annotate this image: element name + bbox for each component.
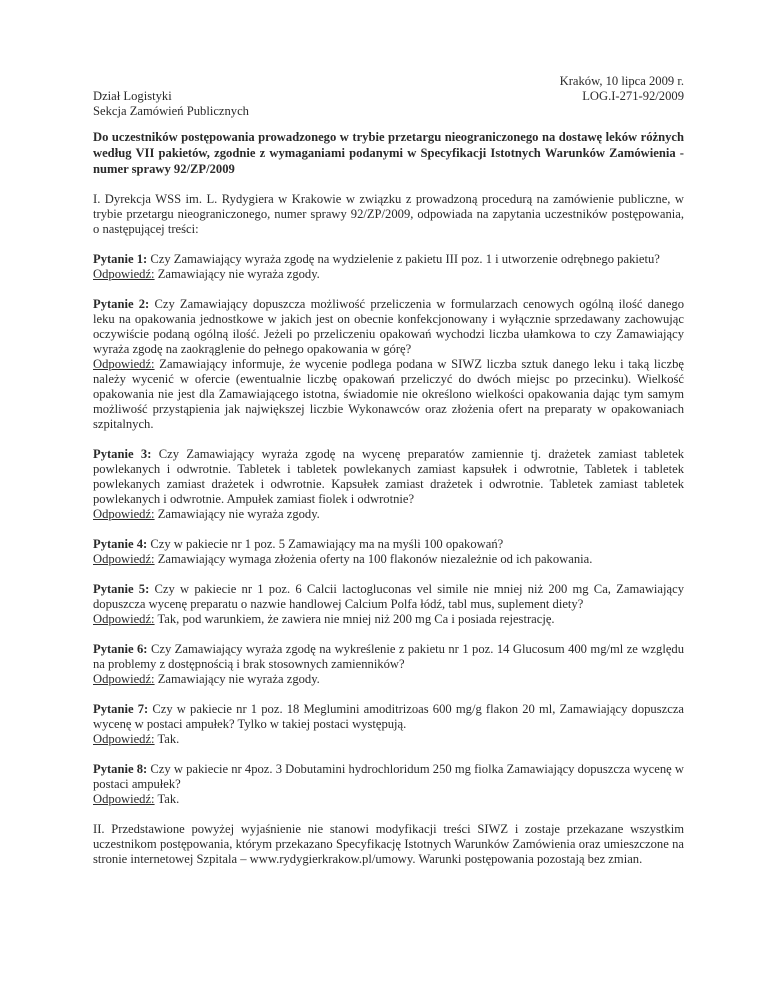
answer-5-label: Odpowiedź: xyxy=(93,612,155,627)
answer-4-label: Odpowiedź: xyxy=(93,552,155,567)
question-4 xyxy=(93,537,684,552)
question-7-text: Czy w pakiecie nr 1 poz. 18 Meglumini amoditrizoas 600 mg/g flakon 20 ml, Zamawiający dopuszcza wycenę w postaci ampułek? Tylko w takiej postaci występują. xyxy=(93,702,684,732)
answer-7-text: Tak. xyxy=(154,732,180,747)
answer-4-text: Zamawiający wymaga złożenia oferty na 100 flakonów niezależnie od ich pakowania. xyxy=(154,552,593,567)
question-5-label: Pytanie 5: xyxy=(93,582,150,597)
qa-block-5 xyxy=(93,582,684,627)
answer-4 xyxy=(93,552,684,567)
question-1-label: Pytanie 1: xyxy=(93,252,148,267)
answer-3-text: Zamawiający nie wyraża zgody. xyxy=(154,507,320,522)
question-8 xyxy=(93,762,684,792)
answer-5-text: Tak, pod warunkiem, że zawiera nie mniej niż 200 mg Ca i posiada rejestrację. xyxy=(154,612,555,627)
question-2-label: Pytanie 2: xyxy=(93,297,150,312)
header-department: Dział Logistyki xyxy=(93,89,172,103)
answer-6 xyxy=(93,672,684,687)
answer-7-label: Odpowiedź: xyxy=(93,732,155,747)
question-7-label: Pytanie 7: xyxy=(93,702,149,717)
qa-block-2 xyxy=(93,297,684,432)
answer-8-text: Tak. xyxy=(154,792,180,807)
question-3 xyxy=(93,447,684,507)
answer-2-text: Zamawiający informuje, że wycenie podlega podana w SIWZ liczba sztuk danego leku i taką liczbę należy wycenić w ofercie (ewentualnie liczbę opakowań przeliczyć do dwóch miejsc po przecinku). Wielkość opakowania nie jest dla Zamawiającego istotna, świadomie nie określono wielkości opakowania dając tym samym możliwość przystąpienia jak największej liczbie Wykonawców oraz złożenia ofert na preparaty w opakowaniach szpitalnych. xyxy=(93,357,684,432)
answer-6-label: Odpowiedź: xyxy=(93,672,155,687)
qa-block-1 xyxy=(93,252,684,282)
qa-block-6 xyxy=(93,642,684,687)
question-6-text: Czy Zamawiający wyraża zgodę na wykreślenie z pakietu nr 1 poz. 14 Glucosum 400 mg/ml ze względu na problemy z dostępnością i brak stosownych zamienników? xyxy=(93,642,685,672)
question-8-text: Czy w pakiecie nr 4poz. 3 Dobutamini hydrochloridum 250 mg fiolka Zamawiający dopuszcza wycenę w postaci ampułek? xyxy=(93,762,684,792)
answer-2 xyxy=(93,357,684,432)
answer-2-label: Odpowiedź: xyxy=(93,357,155,372)
header-place-date: Kraków, 10 lipca 2009 r. xyxy=(559,74,684,88)
answer-1-text: Zamawiający nie wyraża zgody. xyxy=(154,267,320,282)
qa-block-3 xyxy=(93,447,684,522)
answer-3-label: Odpowiedź: xyxy=(93,507,155,522)
question-7 xyxy=(93,702,684,732)
qa-block-8 xyxy=(93,762,684,807)
header-row xyxy=(93,89,684,104)
answer-7 xyxy=(93,732,684,747)
question-3-label: Pytanie 3: xyxy=(93,447,152,462)
document-heading: Do uczestników postępowania prowadzonego w trybie przetargu nieograniczonego na dostawę leków różnych według VII pakietów, zgodnie z wymaganiami podanymi w Specyfikacji Istotnych Warunków Zamówienia - numer sprawy 92/ZP/2009 xyxy=(93,130,684,176)
question-4-label: Pytanie 4: xyxy=(93,537,148,552)
question-4-text: Czy w pakiecie nr 1 poz. 5 Zamawiający ma na myśli 100 opakowań? xyxy=(147,537,504,552)
question-2-text: Czy Zamawiający dopuszcza możliwość przeliczenia w formularzach cenowych ogólną ilość danego leku na opakowania jednostkowe w jakich jest on obecnie konfekcjonowany i wyłącznie sprzedawany zachowując oczywiście podaną ogólną ilość. Jeżeli po przeliczeniu opakowań wychodzi liczba ułamkowa to czy Zamawiający wyraża zgodę na zaokrąglenie do pełnego opakowania w górę? xyxy=(93,297,685,357)
qa-block-4 xyxy=(93,537,684,567)
question-3-text: Czy Zamawiający wyraża zgodę na wycenę preparatów zamiennie tj. drażetek zamiast tabletek powlekanych i odwrotnie. Tabletek i tabletek powlekanych zamiast kapsułek i odwrotnie, Tabletek i tabletek powlekanych zamiast drażetek i odwrotnie. Kapsułek zamiast drażetek i odwrotnie. Tabletek zamiast tabletek powlekanych i odwrotnie. Ampułek zamiast fiolek i odwrotnie? xyxy=(93,447,684,507)
qa-block-7 xyxy=(93,702,684,747)
question-1 xyxy=(93,252,684,267)
answer-8 xyxy=(93,792,684,807)
answer-1 xyxy=(93,267,684,282)
intro-paragraph: I. Dyrekcja WSS im. L. Rydygiera w Krakowie w związku z prowadzoną procedurą na zamówienie publiczne, w trybie przetargu nieograniczonego, numer sprawy 92/ZP/2009, odpowiada na zapytania uczestników postępowania, o następującej treści: xyxy=(93,192,684,237)
question-1-text: Czy Zamawiający wyraża zgodę na wydzielenie z pakietu III poz. 1 i utworzenie odrębnego pakietu? xyxy=(147,252,660,267)
closing-paragraph: II. Przedstawione powyżej wyjaśnienie nie stanowi modyfikacji treści SIWZ i zostaje przekazane wszystkim uczestnikom postępowania, którym przekazano Specyfikację Istotnych Warunków Zamówienia oraz umieszczone na stronie internetowej Szpitala – www.rydygierkrakow.pl/umowy. Warunki postępowania pozostają bez zmian. xyxy=(93,822,684,867)
answer-6-text: Zamawiający nie wyraża zgody. xyxy=(154,672,320,687)
answer-8-label: Odpowiedź: xyxy=(93,792,155,807)
header-section: Sekcja Zamówień Publicznych xyxy=(93,104,249,118)
question-5 xyxy=(93,582,684,612)
question-8-label: Pytanie 8: xyxy=(93,762,148,777)
answer-3 xyxy=(93,507,684,522)
answer-1-label: Odpowiedź: xyxy=(93,267,155,282)
header-reference-number: LOG.I-271-92/2009 xyxy=(582,89,684,103)
question-2 xyxy=(93,297,684,357)
question-5-text: Czy w pakiecie nr 1 poz. 6 Calcii lactogluconas vel simile nie mniej niż 200 mg Ca, Zamawiający dopuszcza wycenę preparatu o nazwie handlowej Calcium Polfa łódź, tabl mus, suplement diety? xyxy=(93,582,684,612)
question-6 xyxy=(93,642,684,672)
answer-5 xyxy=(93,612,684,627)
question-6-label: Pytanie 6: xyxy=(93,642,148,657)
